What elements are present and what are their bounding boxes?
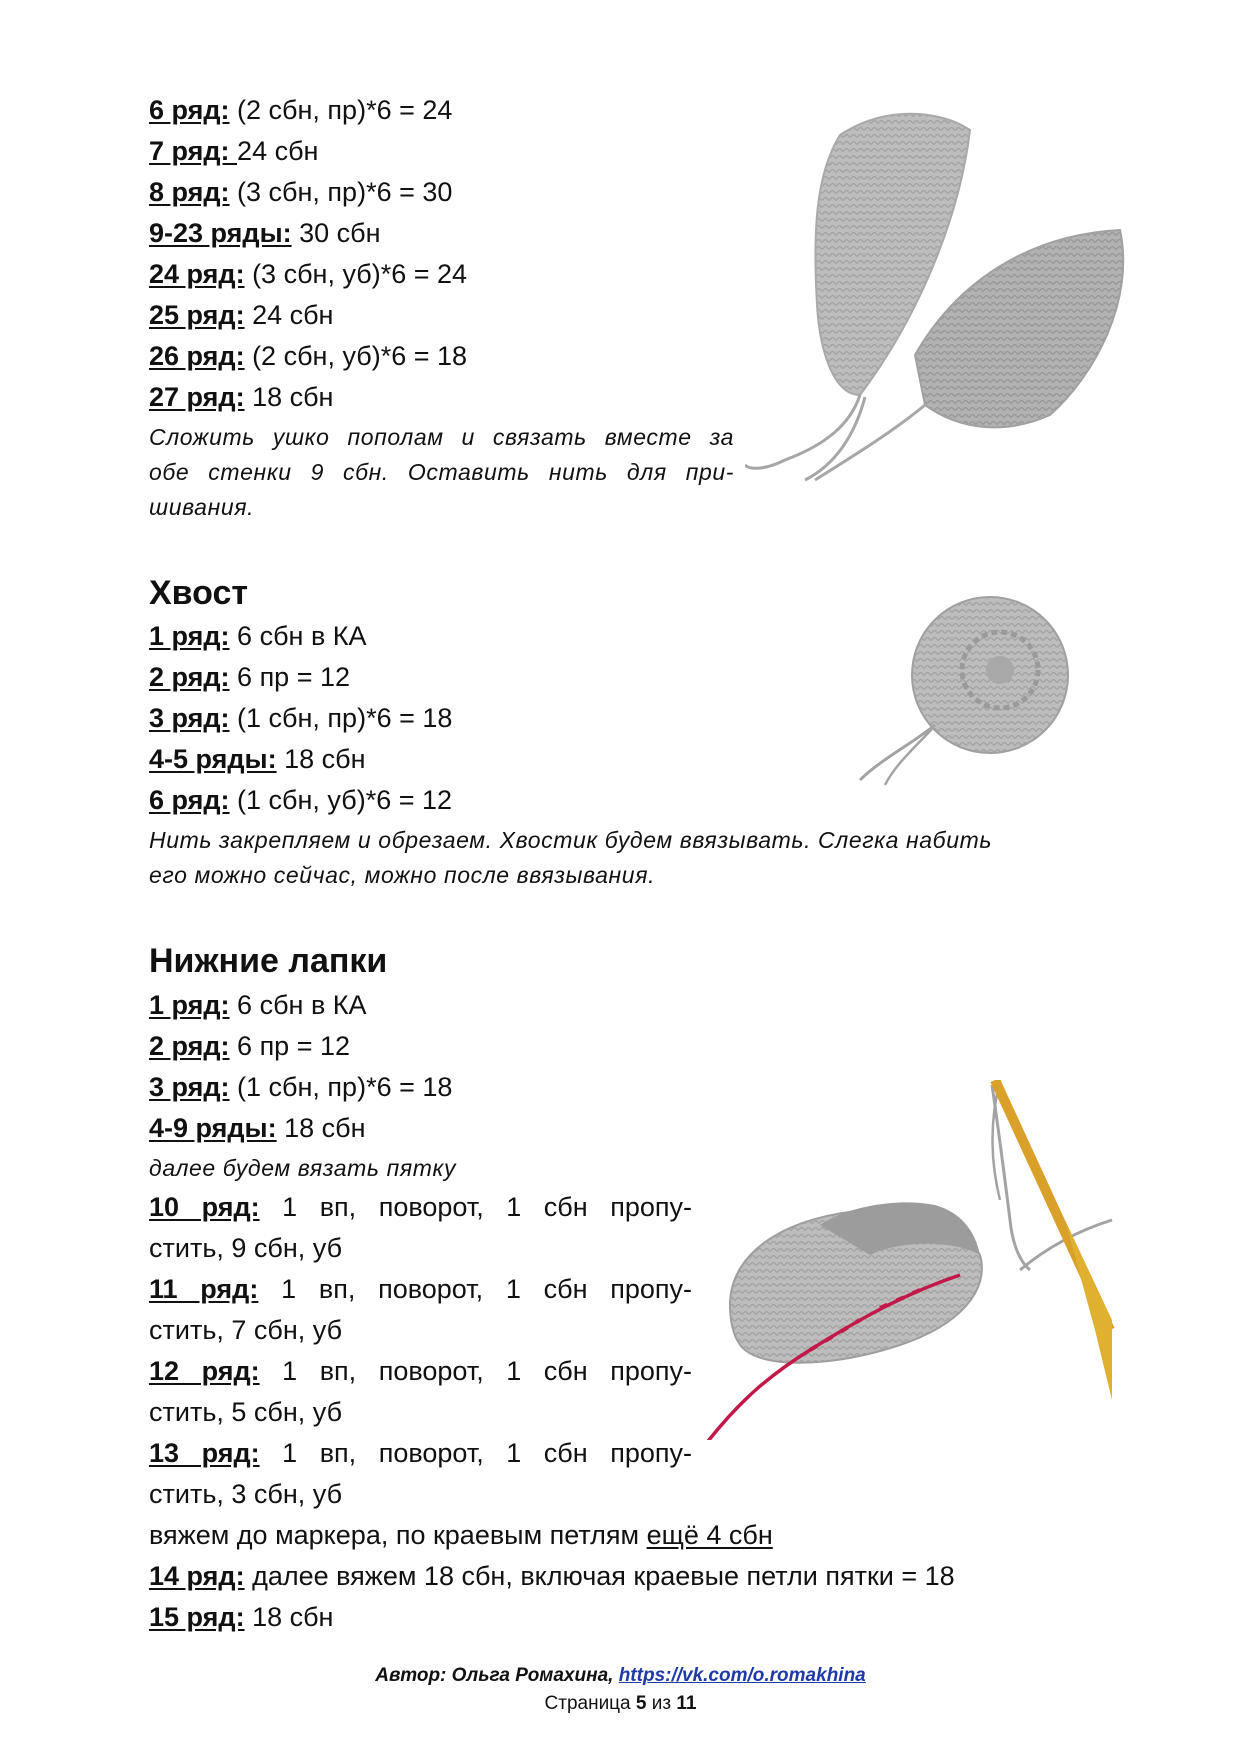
- row-label: 6 ряд:: [149, 95, 230, 125]
- row-text: (3 сбн, пр)*6 = 30: [229, 177, 453, 207]
- page-mid: из: [646, 1693, 677, 1714]
- row-label: 1 ряд:: [149, 621, 230, 651]
- row-continuation: стить, 5 сбн, уб: [149, 1397, 343, 1427]
- page-current: 5: [635, 1693, 647, 1714]
- legs-heading: Нижние лапки: [149, 942, 388, 980]
- row-text: (1 сбн, пр)*6 = 18: [229, 1072, 453, 1102]
- pattern-row: [149, 295, 734, 336]
- row-label: 4-5 ряды:: [149, 744, 277, 774]
- note-line: обе стенки 9 сбн. Оставить нить для при-: [149, 459, 734, 485]
- pattern-row: [149, 1597, 955, 1638]
- ears-section: [149, 90, 734, 525]
- row-text: 18 сбн: [276, 744, 366, 774]
- row-text: (2 сбн, уб)*6 = 18: [244, 341, 468, 371]
- row-label: 2 ряд:: [149, 662, 230, 692]
- pattern-row: [149, 172, 734, 213]
- row-continuation: стить, 7 сбн, уб: [149, 1315, 343, 1345]
- marker-row: [149, 1515, 955, 1556]
- row-label: 9-23 ряды:: [149, 218, 292, 248]
- row-text: (1 сбн, пр)*6 = 18: [229, 703, 453, 733]
- note-line: Сложить ушко пополам и связать вместе за: [149, 424, 734, 450]
- row-label: 6 ряд:: [149, 785, 230, 815]
- pattern-row: [149, 1556, 955, 1597]
- row-label: 3 ряд:: [149, 1072, 230, 1102]
- row-label: 7 ряд:: [149, 136, 238, 166]
- note-line: шивания.: [149, 494, 255, 520]
- row-text: далее вяжем 18 сбн, включая краевые петли пятки = 18: [244, 1561, 955, 1591]
- marker-text: вяжем до маркера, по краевым петлям: [149, 1520, 647, 1550]
- row-label: 10 ряд:: [149, 1192, 260, 1222]
- footer: [0, 1665, 1241, 1715]
- pattern-row: [149, 1026, 955, 1067]
- row-text: 6 сбн в КА: [229, 621, 367, 651]
- row-label: 1 ряд:: [149, 990, 230, 1020]
- row-label: 3 ряд:: [149, 703, 230, 733]
- tail-photo: [840, 595, 1080, 795]
- pattern-row: [149, 1187, 692, 1228]
- row-label: 8 ряд:: [149, 177, 230, 207]
- pattern-row: [149, 985, 955, 1026]
- row-text: (1 сбн, уб)*6 = 12: [229, 785, 453, 815]
- row-label: 14 ряд:: [149, 1561, 245, 1591]
- page-number: [0, 1693, 1241, 1715]
- row-continuation: стить, 9 сбн, уб: [149, 1233, 343, 1263]
- row-text: 1 вп, поворот, 1 сбн пропу-: [282, 1192, 692, 1222]
- row-label: 2 ряд:: [149, 1031, 230, 1061]
- row-label: 24 ряд:: [149, 259, 245, 289]
- pattern-row: [149, 336, 734, 377]
- row-text: 18 сбн: [244, 1602, 334, 1632]
- author-link[interactable]: https://vk.com/o.romakhina: [618, 1665, 866, 1686]
- row-continuation: стить, 3 сбн, уб: [149, 1479, 343, 1509]
- row-text: 18 сбн: [244, 382, 334, 412]
- row-text: 6 пр = 12: [229, 662, 351, 692]
- row-label: 15 ряд:: [149, 1602, 245, 1632]
- marker-underlined: ещё 4 сбн: [646, 1520, 773, 1550]
- row-label: 11 ряд:: [149, 1274, 259, 1304]
- row-label: 26 ряд:: [149, 341, 245, 371]
- pattern-row: [149, 377, 734, 418]
- row-text: 24 сбн: [244, 300, 334, 330]
- tail-note: [149, 823, 992, 893]
- pattern-row: [149, 213, 734, 254]
- row-label: 25 ряд:: [149, 300, 245, 330]
- pattern-row: [149, 1351, 692, 1392]
- row-text: 30 сбн: [291, 218, 381, 248]
- pattern-row: [149, 1269, 692, 1310]
- row-label: 12 ряд:: [149, 1356, 260, 1386]
- row-text: 6 сбн в КА: [229, 990, 367, 1020]
- pattern-row: [149, 131, 734, 172]
- row-text: (3 сбн, уб)*6 = 24: [244, 259, 468, 289]
- row-label: 4-9 ряды:: [149, 1113, 277, 1143]
- heel-note: далее будем вязать пятку: [149, 1155, 457, 1181]
- ears-note: [149, 420, 734, 525]
- author-line: [0, 1665, 1241, 1687]
- row-text: 18 сбн: [276, 1113, 366, 1143]
- page-total: 11: [676, 1693, 697, 1714]
- page-prefix: Страница: [544, 1693, 636, 1714]
- tail-heading: Хвост: [149, 574, 249, 612]
- row-text: 1 вп, поворот, 1 сбн пропу-: [282, 1356, 692, 1386]
- row-text: 1 вп, поворот, 1 сбн пропу-: [281, 1274, 692, 1304]
- row-text: 6 пр = 12: [229, 1031, 351, 1061]
- ears-photo: [745, 85, 1175, 505]
- author-name: Автор: Ольга Ромахина,: [375, 1665, 619, 1686]
- row-label: 27 ряд:: [149, 382, 245, 412]
- foot-photo: [700, 1080, 1120, 1440]
- note-line: его можно сейчас, можно после ввязывания.: [149, 862, 656, 888]
- pattern-row: [149, 1433, 692, 1474]
- pattern-row: [149, 254, 734, 295]
- row-text: 24 сбн: [237, 136, 319, 166]
- row-label: 13 ряд:: [149, 1438, 260, 1468]
- pattern-row: [149, 90, 734, 131]
- row-text: (2 сбн, пр)*6 = 24: [229, 95, 453, 125]
- note-line: Нить закрепляем и обрезаем. Хвостик будем ввязывать. Слегка набить: [149, 827, 993, 853]
- row-text: 1 вп, поворот, 1 сбн пропу-: [282, 1438, 692, 1468]
